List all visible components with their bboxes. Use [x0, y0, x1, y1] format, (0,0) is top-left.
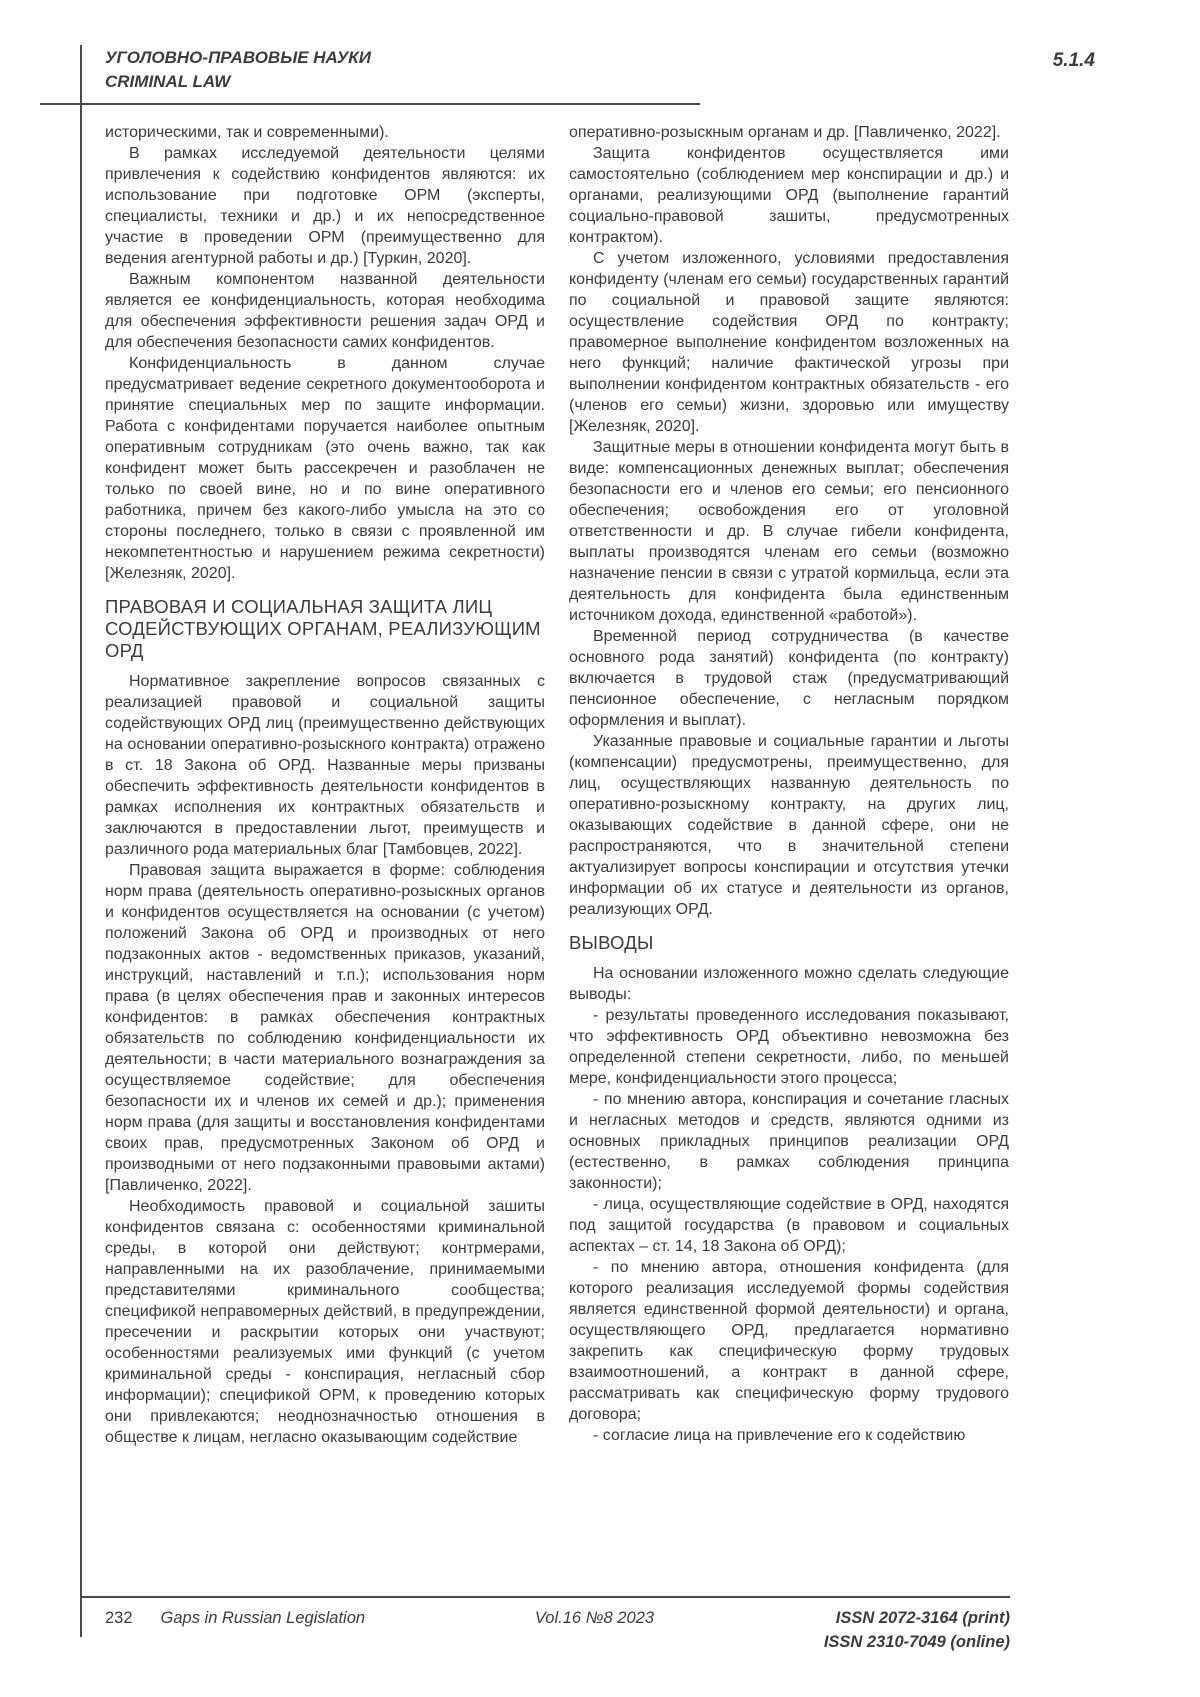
- paragraph: - согласие лица на привлечение его к содействию: [593, 1427, 966, 1444]
- right-column: [569, 122, 1009, 1448]
- rubric-russian: УГОЛОВНО-ПРАВОВЫЕ НАУКИ: [105, 48, 371, 67]
- paragraph: В рамках исследуемой деятельности целями привлечения к содействию конфидентов являются: их использование при подготовке ОРМ (эксперты, специалисты, техники и др.) и их непосредственное участие в проведении ОРМ (преимущественно для ведения агентурной работы и др.) [Туркин, 2020].: [105, 145, 545, 267]
- paragraph: Нормативное закрепление вопросов связанных с реализацией правовой и социальной защиты содействующих ОРД лиц (преимущественно действующих на основании оперативно-розыскного контракта) отражено в ст. 18 Закона об ОРД. Названные меры призваны обеспечить эффективность деятельности конфидентов в рамках исполнения их контрактных обязательств и заключаются в предоставлении льгот, преимуществ и различного рода материальных благ [Тамбовцев, 2022].: [105, 673, 545, 858]
- volume-issue: Vol.16 №8 2023: [534, 1609, 654, 1627]
- rubric-english: CRIMINAL LAW: [105, 72, 231, 91]
- paragraph: оперативно-розыскным органам и др. [Павличенко, 2022].: [569, 124, 1001, 141]
- paragraph: историческими, так и современными).: [105, 124, 389, 141]
- paragraph: На основании изложенного можно сделать следующие выводы:: [569, 965, 1009, 1003]
- paragraph: С учетом изложенного, условиями предоставления конфиденту (членам его семьи) государственных гарантий по социальной и правовой защите являются: осуществление содействия ОРД по контракту; правомерное выполнение конфидентом возложенных на него функций; наличие фактической угрозы при выполнении конфидентом контрактных обязательств - его (членов его семьи) жизни, здоровью или имуществу [Железняк, 2020].: [569, 250, 1009, 435]
- issn-print: ISSN 2072-3164 (print): [835, 1609, 1010, 1627]
- rubric-block: [105, 46, 371, 94]
- paragraph: - результаты проведенного исследования показывают, что эффективность ОРД объективно невозможна без определенной степени секретности, либо, по меньшей мере, конфиденциальности этого процесса;: [569, 1007, 1009, 1087]
- paragraph: Правовая защита выражается в форме: соблюдения норм права (деятельность оперативно-розыскных органов и конфидентов осуществляется на основании (с учетом) положений Закона об ОРД и производных от него подзаконных актов - ведомственных приказов, указаний, инструкций, наставлений и т.п.); использования норм права (в целях обеспечения прав и законных интересов конфидентов: в рамках обеспечения контрактных обязательств по соблюдению конфиденциальности их деятельности; в части материального вознаграждения за осуществляемое содействие; для обеспечения безопасности их и членов их семей и др.); применения норм права (для защиты и восстановления конфидентами своих прав, предусмотренных Законом об ОРД и производными от него подзаконными правовыми актами) [Павличенко, 2022].: [105, 862, 545, 1194]
- section-heading-conclusions: ВЫВОДЫ: [569, 932, 654, 953]
- paragraph: Важным компонентом названной деятельности является ее конфиденциальность, которая необходима для обеспечения эффективности решения задач ОРД и для обеспечения безопасности самих конфидентов.: [105, 271, 545, 351]
- issn-block: [824, 1606, 1010, 1654]
- page-number: 232: [105, 1609, 133, 1627]
- section-heading-legal-protection: ПРАВОВАЯ И СОЦИАЛЬНАЯ ЗАЩИТА ЛИЦ СОДЕЙСТВУЮЩИХ ОРГАНАМ, РЕАЛИЗУЮЩИМ ОРД: [105, 596, 541, 661]
- paragraph: - по мнению автора, отношения конфидента (для которого реализация исследуемой формы содействия является единственной формой деятельности) и органа, осуществляющего ОРД, предлагается нормативно закрепить как специфическую форму трудовых взаимоотношений, а контракт в данной сфере, рассматривать как специфическую форму трудового договора;: [569, 1259, 1009, 1423]
- paragraph: Защита конфидентов осуществляется ими самостоятельно (соблюдением мер конспирации и др.) и органами, реализующими ОРД (выполнение гарантий социально-правовой зашиты, предусмотренных контрактом).: [569, 145, 1009, 246]
- issn-online: ISSN 2310-7049 (online): [823, 1633, 1010, 1651]
- page-header: [105, 46, 1095, 94]
- paragraph: Конфиденциальность в данном случае предусматривает ведение секретного документооборота и принятие специальных мер по защите информации. Работа с конфидентами поручается наиболее опытным оперативным сотрудникам (это очень важно, так как конфидент может быть рассекречен и разоблачен не только по своей вине, но и по вине оперативного работника, причем без какого-либо умысла на это со стороны последнего, только в связи с проявленной им некомпетентностью и нарушением режима секретности) [Железняк, 2020].: [105, 355, 545, 582]
- header-rule: [40, 103, 700, 105]
- left-column: [105, 122, 545, 1448]
- specialty-code: 5.1.4: [1052, 50, 1095, 71]
- page-footer: [105, 1606, 1010, 1654]
- footer-left: [105, 1606, 365, 1630]
- paragraph: Временной период сотрудничества (в качестве основного рода занятий) конфидента (по контракту) включается в трудовой стаж (предусматривающий пенсионное обеспечение, с негласным порядком оформления и выплат).: [569, 628, 1009, 729]
- journal-title: Gaps in Russian Legislation: [160, 1609, 366, 1627]
- paragraph: - лица, осуществляющие содействие в ОРД, находятся под защитой государства (в правовом и социальных аспектах – ст. 14, 18 Закона об ОРД);: [569, 1196, 1009, 1255]
- paragraph: - по мнению автора, конспирация и сочетание гласных и негласных методов и средств, являются одними из основных прикладных принципов реализации ОРД (естественно, в рамках соблюдения принципа законности);: [569, 1091, 1009, 1192]
- left-margin-rule: [80, 45, 82, 1637]
- paragraph: Защитные меры в отношении конфидента могут быть в виде: компенсационных денежных выплат; обеспечения безопасности его и членов его семьи; его пенсионного обеспечения; освобождения его от уголовной ответственности и др. В случае гибели конфидента, выплаты производятся членам его семьи (возможно назначение пенсии в связи с утратой кормильца, если эта деятельность для конфидента была единственным источником дохода, единственной «работой»).: [569, 439, 1009, 624]
- paragraph: Необходимость правовой и социальной зашиты конфидентов связана с: особенностями криминальной среды, в которой они действуют; контрмерами, направленными на их разоблачение, принимаемыми представителями криминального сообщества; спецификой неправомерных действий, в предупреждении, пресечении и раскрытии которых они участвуют; особенностями реализуемых ими функций (с учетом криминальной среды - конспирация, негласный сбор информации); спецификой ОРМ, к проведению которых они привлекаются; неоднозначностью отношения в обществе к лицам, негласно оказывающим содействие: [105, 1198, 545, 1446]
- footer-rule: [80, 1596, 1010, 1598]
- article-body: [105, 122, 1010, 1448]
- paragraph: Указанные правовые и социальные гарантии и льготы (компенсации) предусмотрены, преимущественно, для лиц, осуществляющих названную деятельность по оперативно-розыскному контракту, на других лиц, оказывающих содействие в данной сфере, они не распространяются, что в значительной степени актуализирует вопросы конспирации и отсутствия утечки информации об их статусе и деятельности из органов, реализующих ОРД.: [569, 733, 1009, 918]
